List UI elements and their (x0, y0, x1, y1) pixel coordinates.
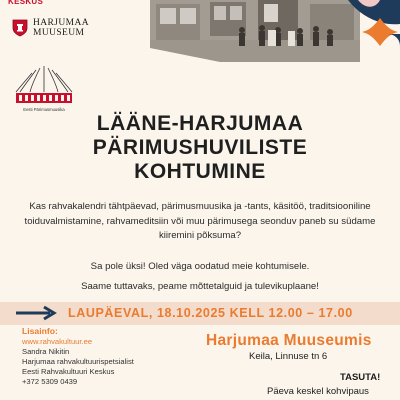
contact-role: Harjumaa rahvakultuurispetsialist (22, 357, 134, 366)
arrow-right-icon (14, 305, 60, 321)
event-title-line-1: LÄÄNE-HARJUMAA (96, 112, 304, 135)
association-logo-text: Eesti Pärimusmuusika (23, 107, 65, 112)
venue-address: Keila, Linnuse tn 6 (249, 351, 328, 362)
website-link[interactable]: www.rahvakultuur.ee (22, 337, 93, 346)
contact-organization: Eesti Rahvakultuuri Keskus (22, 367, 115, 376)
contact-person: Sandra Nikitin (22, 347, 70, 356)
event-title (0, 112, 400, 184)
contact-info (22, 326, 172, 387)
event-title-line-2: PÄRIMUSHUVILISTE (92, 136, 308, 159)
coffee-break-note: Päeva keskel kohvipaus (267, 386, 369, 397)
contact-heading: Lisainfo: (22, 326, 58, 336)
event-title-line-3: KOHTUMINE (134, 160, 266, 183)
invite-text: Sa pole üksi! Oled väga oodatud meie kohtumisele. (90, 261, 310, 272)
event-date-time: LAUPÄEVAL, 18.10.2025 KELL 12.00 – 17.00 (68, 306, 353, 320)
archive-photo (150, 0, 360, 62)
plans-text: Saame tuttavaks, peame mõttetalguid ja tulevikuplaane! (81, 281, 319, 292)
museum-name-line1: HARJUMAA (33, 18, 89, 28)
shield-crest-icon (12, 19, 28, 37)
organization-label: KESKUS (8, 0, 44, 6)
event-description: Kas rahvakalendri tähtpäevad, pärimusmuusika ja -tants, käsitöö, traditsiooniline toiduvalmistamine, rahvameditsiin või muu pärimusega seonduv paneb su südame kiiremini põksuma? (24, 201, 376, 241)
decorative-shapes (340, 0, 400, 62)
museum-name (33, 18, 89, 38)
museum-logo (12, 18, 89, 38)
venue-name: Harjumaa Muuseumis (206, 332, 372, 349)
free-label: TASUTA! (340, 372, 381, 383)
museum-name-line2: MUUSEUM (33, 28, 85, 38)
contact-phone: +372 5309 0439 (22, 377, 78, 386)
kannel-association-logo (10, 62, 78, 114)
